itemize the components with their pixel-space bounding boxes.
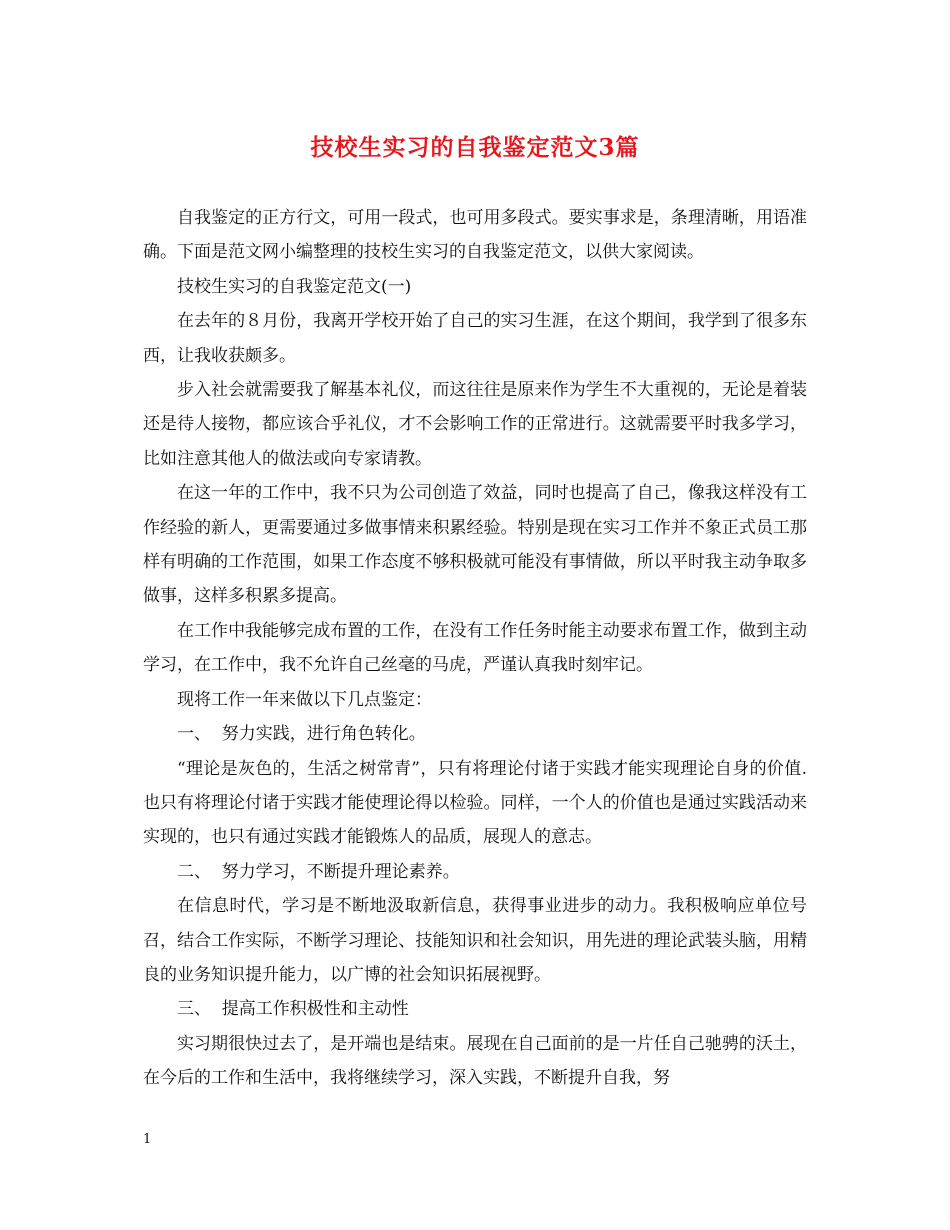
paragraph: 在去年的８月份，我离开学校开始了自己的实习生涯，在这个期间，我学到了很多东西，让我收获颇多。 — [143, 311, 807, 366]
document-body — [143, 201, 807, 1096]
list-heading-2: 二、 努力学习，不断提升理论素养。 — [177, 861, 460, 882]
paragraph: 实习期很快过去了，是开端也是结束。展现在自己面前的是一片任自己驰骋的沃土，在今后的工作和生活中，我将继续学习，深入实践，不断提升自我，努 — [143, 1033, 807, 1089]
document-title: 技校生实习的自我鉴定范文3篇 — [310, 134, 640, 161]
paragraph: 在工作中我能够完成布置的工作，在没有工作任务时能主动要求布置工作，做到主动学习，在工作中，我不允许自己丝毫的马虎，严谨认真我时刻牢记。 — [143, 620, 807, 676]
paragraph: 在这一年的工作中，我不只为公司创造了效益，同时也提高了自己，像我这样没有工作经验的新人，更需要通过多做事情来积累经验。特别是现在实习工作并不象正式员工那样有明确的工作范围，如果工作态度不够积极就可能没有事情做，所以平时我主动争取多做事，这样多积累多提高。 — [143, 483, 807, 607]
paragraph-intro: 自我鉴定的正方行文，可用一段式，也可用多段式。要实事求是，条理清晰，用语准确。下面是范文网小编整理的技校生实习的自我鉴定范文，以供大家阅读。 — [143, 208, 807, 263]
list-heading-1: 一、 努力实践，进行角色转化。 — [177, 724, 426, 745]
paragraph-section-heading: 技校生实习的自我鉴定范文(一) — [177, 276, 412, 297]
list-heading-3: 三、 提高工作积极性和主动性 — [177, 999, 409, 1020]
page-number: 1 — [143, 1132, 152, 1147]
paragraph: “理论是灰色的，生活之树常青”，只有将理论付诸于实践才能实现理论自身的价值.也只有将理论付诸于实践才能使理论得以检验。同样，一个人的价值也是通过实践活动来实现的，也只有通过实践才能锻炼人的品质，展现人的意志。 — [143, 758, 807, 848]
paragraph: 在信息时代，学习是不断地汲取新信息，获得事业进步的动力。我积极响应单位号召，结合工作实际，不断学习理论、技能知识和社会知识，用先进的理论武装头脑，用精良的业务知识提升能力，以广博的社会知识拓展视野。 — [143, 896, 807, 985]
paragraph: 现将工作一年来做以下几点鉴定： — [177, 689, 432, 710]
paragraph: 步入社会就需要我了解基本礼仪，而这往往是原来作为学生不大重视的，无论是着装还是待人接物，都应该合乎礼仪，才不会影响工作的正常进行。这就需要平时我多学习，比如注意其他人的做法或向专家请教。 — [143, 380, 807, 469]
